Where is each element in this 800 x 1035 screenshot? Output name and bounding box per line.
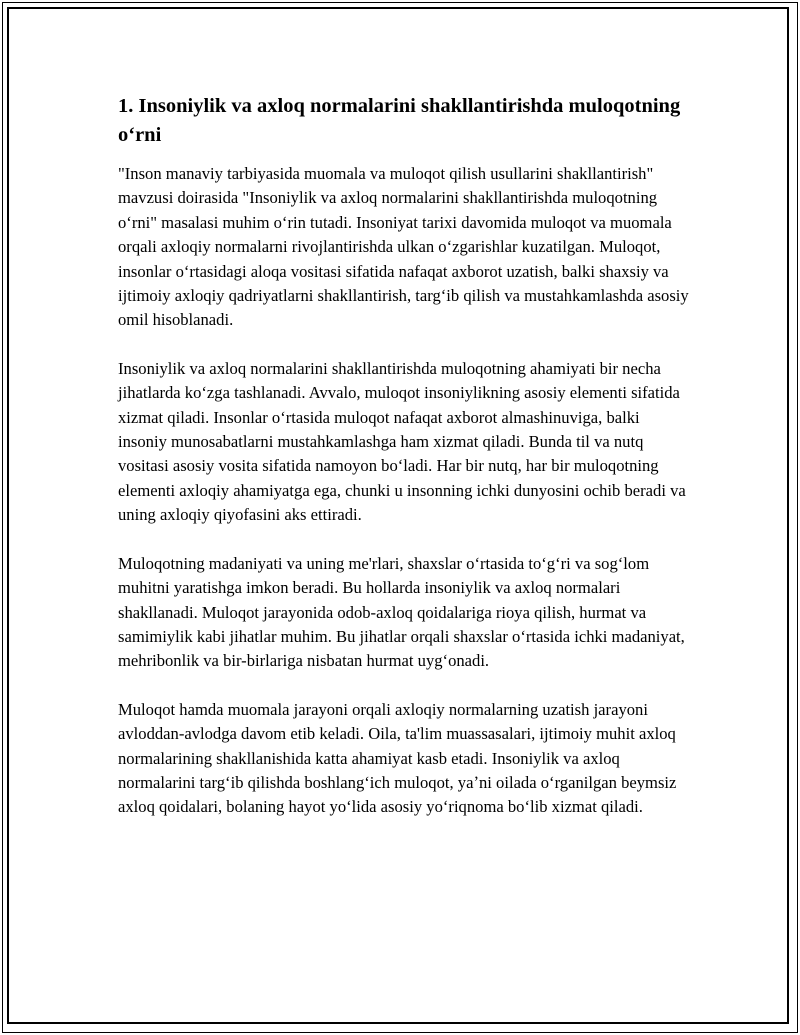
paragraph-4: Muloqot hamda muomala jarayoni orqali axloqiy normalarning uzatish jarayoni avloddan-avlodga davom etib keladi. Oila, ta'lim muassasalari, ijtimoiy muhit axloq normalarining shakllanishida katta ahamiyat kasb etadi. Insoniylik va axloq normalarini targʻib qilishda boshlangʻich muloqot, yaʼni oilada oʻrganilgan beymsiz axloq qoidalari, bolaning hayot yoʻlida asosiy yoʻriqnoma boʻlib xizmat qiladi.	[118, 699, 677, 817]
paragraph-3: Muloqotning madaniyati va uning me'rlari, shaxslar oʻrtasida toʻgʻri va sogʻlom muhitni yaratishga imkon beradi. Bu hollarda insoniylik va axloq normalari shakllanadi. Muloqot jarayonida odob-axloq qoidalariga rioya qilish, hurmat va samimiylik kabi jihatlar muhim. Bu jihatlar orqali shaxslar oʻrtasida ichki madaniyat, mehribonlik va bir-birlariga nisbatan hurmat uygʻonadi.	[118, 553, 685, 671]
paragraph-1: "Inson manaviy tarbiyasida muomala va muloqot qilish usullarini shakllantirish" mavzusi doirasida "Insoniylik va axloq normalarini shakllantirishda muloqotning oʻrni" masalasi muhim oʻrin tutadi. Insoniyat tarixi davomida muloqot va muomala orqali axloqiy normalarni rivojlantirishda ulkan oʻzgarishlar kuzatilgan. Muloqot, insonlar oʻrtasidagi aloqa vositasi sifatida nafaqat axborot uzatish, balki shaxsiy va ijtimoiy axloqiy qadriyatlarni shakllantirish, targʻib qilish va mustahkamlashda asosiy omil hisoblanadi.	[118, 164, 689, 330]
section-heading: 1. Insoniylik va axloq normalarini shakllantirishda muloqotning oʻrni	[118, 95, 681, 146]
document-body	[118, 92, 690, 844]
paragraph-2: Insoniylik va axloq normalarini shakllantirishda muloqotning ahamiyati bir necha jihatlarda koʻzga tashlanadi. Avvalo, muloqot insoniylikning asosiy elementi sifatida xizmat qiladi. Insonlar oʻrtasida muloqot nafaqat axborot almashinuviga, balki insoniy munosabatlarni mustahkamlashga ham xizmat qiladi. Bunda til va nutq vositasi asosiy vosita sifatida namoyon boʻladi. Har bir nutq, har bir muloqotning elementi axloqiy ahamiyatga ega, chunki u insonning ichki dunyosini ochib beradi va uning axloqiy qiyofasini aks ettiradi.	[118, 358, 686, 525]
